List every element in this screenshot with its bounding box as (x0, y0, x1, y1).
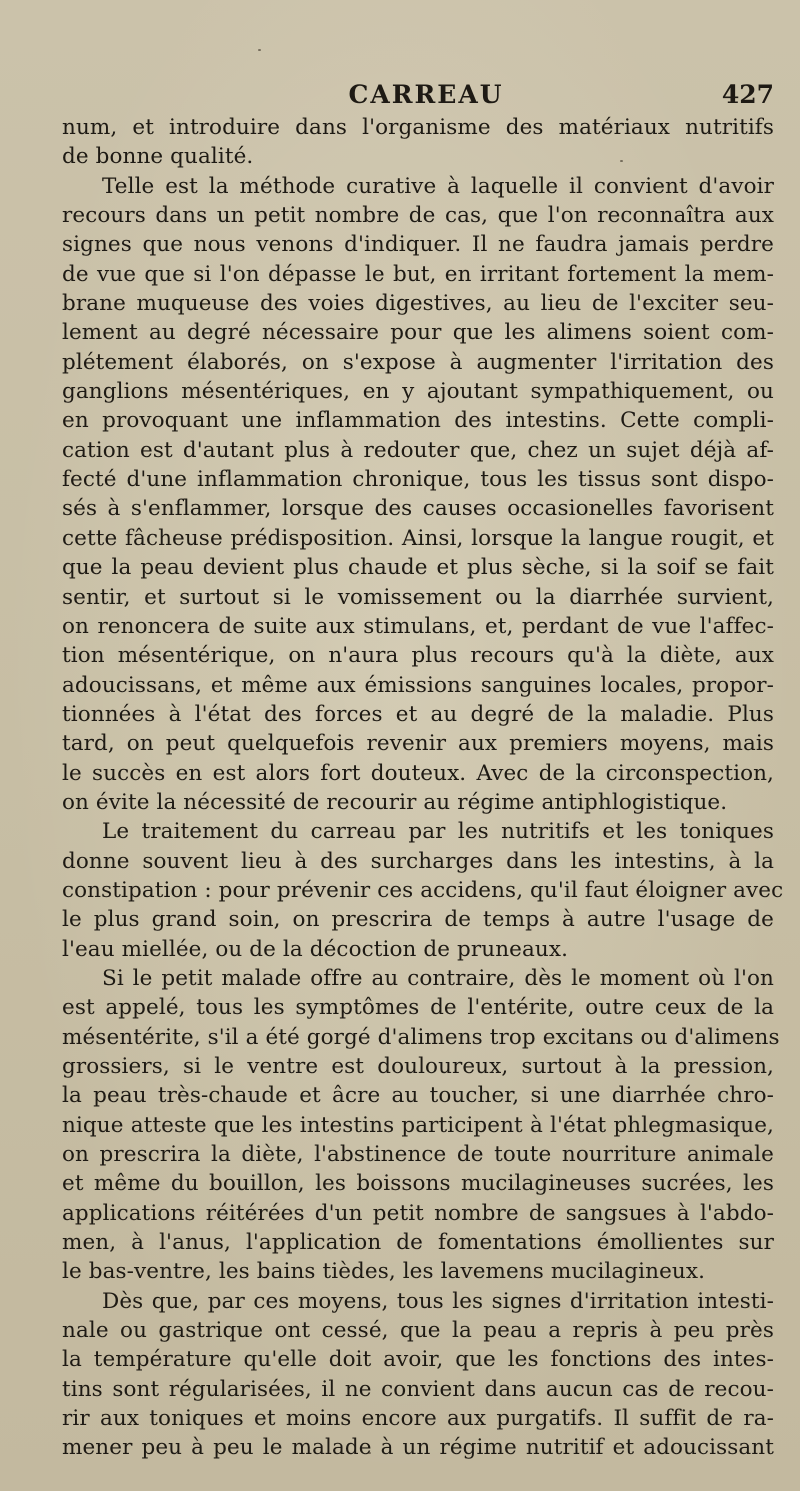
running-title: CARREAU (348, 80, 504, 109)
page-header (78, 80, 774, 114)
page-number: 427 (721, 80, 774, 109)
text-line: rir aux toniques et moins encore aux purgatifs. Il suffit de ra- (62, 1406, 774, 1432)
text-line: cette fâcheuse prédisposition. Ainsi, lorsque la langue rougit, et (62, 525, 774, 551)
text-line: tionnées à l'état des forces et au degré de la maladie. Plus (62, 701, 774, 727)
text-line: grossiers, si le ventre est douloureux, surtout à la pression, (62, 1054, 774, 1079)
text-line: adoucissans, et même aux émissions sanguines locales, propor- (62, 672, 774, 698)
text-line: la température qu'elle doit avoir, que les fonctions des intes- (62, 1347, 774, 1373)
text-line: est appelé, tous les symptômes de l'entérite, outre ceux de la (62, 995, 774, 1021)
text-line: le succès en est alors fort douteux. Avec de la circonspection, (62, 760, 774, 786)
text-line: ganglions mésentériques, en y ajoutant sympathiquement, ou (62, 379, 774, 405)
text-line: sés à s'enflammer, lorsque des causes occasionelles favorisent (62, 496, 774, 522)
text-line: de vue que si l'on dépasse le but, en irritant fortement la mem- (62, 261, 774, 287)
text-line: le plus grand soin, on prescrira de temps à autre l'usage de (62, 907, 774, 933)
text-line: tion mésentérique, on n'aura plus recours qu'à la diète, aux (62, 643, 774, 669)
text-line: constipation : pour prévenir ces accidens, qu'il faut éloigner avec (62, 877, 784, 903)
text-line: applications réitérées d'un petit nombre de sangsues à l'abdo- (62, 1200, 774, 1226)
text-line: tard, on peut quelquefois revenir aux premiers moyens, mais (62, 731, 774, 757)
text-line: on renoncera de suite aux stimulans, et, perdant de vue l'affec- (62, 613, 774, 639)
text-line: on prescrira la diète, l'abstinence de toute nourriture animale (62, 1142, 774, 1168)
text-line: fecté d'une inflammation chronique, tous les tissus sont dispo- (62, 467, 774, 493)
text-line: num, et introduire dans l'organisme des matériaux nutritifs (62, 115, 774, 140)
ink-speck (258, 49, 261, 51)
text-line: Si le petit malade offre au contraire, dès le moment où l'on (102, 965, 774, 991)
text-line: et même du bouillon, les boissons mucilagineuses sucrées, les (62, 1171, 774, 1197)
text-line: nique atteste que les intestins participent à l'état phlegmasique, (62, 1112, 774, 1138)
text-line: on évite la nécessité de recourir au régime antiphlogistique. (62, 789, 728, 815)
text-line: Le traitement du carreau par les nutritifs et les toniques (102, 819, 774, 845)
text-line: tins sont régularisées, il ne convient dans aucun cas de recou- (62, 1376, 774, 1402)
body-text (62, 113, 784, 1463)
text-line: de bonne qualité. (62, 144, 254, 170)
text-line: Dès que, par ces moyens, tous les signes d'irritation intesti- (102, 1288, 774, 1314)
text-line: nale ou gastrique ont cessé, que la peau a repris à peu près (62, 1318, 774, 1344)
text-line: brane muqueuse des voies digestives, au lieu de l'exciter seu- (62, 291, 774, 317)
text-line: plétement élaborés, on s'expose à augmenter l'irritation des (62, 349, 774, 375)
text-line: cation est d'autant plus à redouter que, chez un sujet déjà af- (62, 437, 774, 463)
text-line: men, à l'anus, l'application de fomentations émollientes sur (62, 1230, 774, 1256)
text-line: donne souvent lieu à des surcharges dans les intestins, à la (62, 848, 774, 874)
text-line: signes que nous venons d'indiquer. Il ne faudra jamais perdre (62, 232, 774, 258)
text-line: mener peu à peu le malade à un régime nutritif et adoucissant (62, 1435, 774, 1461)
text-line: la peau très-chaude et âcre au toucher, si une diarrhée chro- (62, 1083, 774, 1109)
text-line: l'eau miellée, ou de la décoction de pruneaux. (62, 936, 568, 962)
text-line: en provoquant une inflammation des intestins. Cette compli- (62, 408, 774, 434)
text-line: recours dans un petit nombre de cas, que l'on reconnaîtra aux (62, 203, 774, 229)
text-line: mésentérite, s'il a été gorgé d'alimens trop excitans ou d'alimens (62, 1024, 780, 1050)
text-line: Telle est la méthode curative à laquelle il convient d'avoir (102, 173, 774, 199)
text-line: lement au degré nécessaire pour que les alimens soient com- (62, 320, 774, 346)
text-line: sentir, et surtout si le vomissement ou la diarrhée survient, (62, 584, 774, 610)
text-line: que la peau devient plus chaude et plus sèche, si la soif se fait (62, 555, 774, 581)
text-line: le bas-ventre, les bains tièdes, les lavemens mucilagineux. (62, 1259, 706, 1285)
